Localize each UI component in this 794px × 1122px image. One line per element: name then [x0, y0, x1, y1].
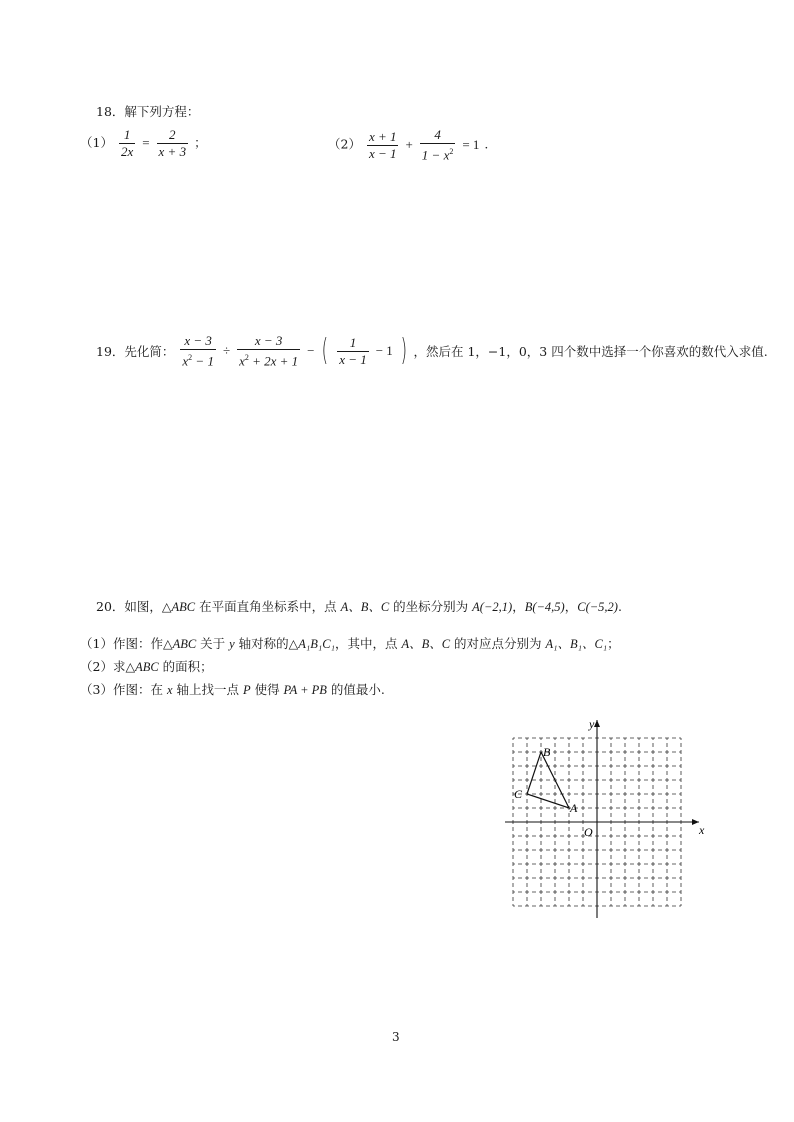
- q19-f1-den-exp: 2: [188, 353, 193, 362]
- q20-s3-p: P: [242, 683, 251, 697]
- q20-s3-expr: PA + PB: [283, 683, 327, 697]
- q20-l1-c: 的坐标分别为: [389, 599, 473, 614]
- q20-s3-a: （3）作图：在: [80, 682, 167, 697]
- q18-p1-right-den: x + 3: [158, 144, 187, 159]
- q20-s1-f: A₁、B₁、C₁: [545, 637, 608, 651]
- q19-f2-den-exp: 2: [244, 353, 249, 362]
- q18-p2-rhs: = 1: [462, 136, 480, 152]
- q20-s1-a: （1）作图：作△: [80, 636, 173, 651]
- q19-f1-den: [180, 350, 216, 369]
- axes-layer: [505, 720, 699, 918]
- q18-p2-b-fraction: [420, 127, 456, 163]
- q19-f3-num: 1: [337, 335, 369, 352]
- q19-f3: [337, 335, 369, 368]
- q19-f1-den-base: x: [182, 353, 189, 369]
- q20-l1-abc: ABC: [171, 600, 196, 614]
- q20-s2-b: 的面积；: [158, 659, 213, 674]
- q18-part1: [80, 127, 207, 160]
- q18-p1-left-den: 2x: [120, 144, 134, 159]
- point-c-label: C: [514, 787, 523, 801]
- q18-p2-a-num: x + 1: [368, 128, 397, 144]
- q20-point-a: A(−2,1): [472, 600, 513, 614]
- q19-f2-den: [237, 350, 300, 369]
- q20-s1-pts: A、B、C: [401, 637, 451, 651]
- q20-s1-abc: ABC: [172, 637, 197, 651]
- q20-s1-b: 关于: [196, 636, 230, 651]
- q20-s1-d: ，其中，点: [334, 636, 402, 651]
- q19-lparen: (: [322, 333, 329, 369]
- q18-part1-label: （1）: [80, 135, 113, 150]
- q19-f1-den-rest: − 1: [192, 353, 214, 369]
- q18-p2-a-fraction: [367, 129, 399, 162]
- coordinate-grid-figure: [495, 710, 715, 930]
- q19-f3-den: x − 1: [339, 351, 367, 367]
- point-b-label: B: [543, 745, 551, 759]
- q18-part2-label: （2）: [328, 136, 361, 152]
- q19-f1-num: x − 3: [180, 333, 216, 350]
- q20-sub2: [80, 657, 213, 675]
- q18-part2: [328, 127, 488, 163]
- origin-label: O: [584, 825, 593, 839]
- point-a-label: A: [570, 801, 578, 815]
- q19-inner-rest: − 1: [375, 342, 393, 358]
- q18-p1-eq: =: [142, 135, 150, 150]
- q20-s1-tri: A₁B₁C₁: [298, 637, 335, 651]
- x-axis-label: x: [699, 823, 705, 837]
- q18-p2-b-den-base: 1 − x: [421, 147, 450, 163]
- q20-point-b: B(−4,5): [524, 600, 565, 614]
- q20-s2-abc: ABC: [135, 660, 159, 674]
- q20-sub3: [80, 680, 385, 698]
- q19-f1: [180, 333, 216, 369]
- q18-p2-b-den: [420, 144, 456, 163]
- q20-s1-g: ；: [607, 636, 620, 651]
- q18-p2-b-den-exp: 2: [449, 147, 454, 156]
- q20-s1-e: 的对应点分别为: [450, 636, 546, 651]
- q20-l1-b: 在平面直角坐标系中，点: [195, 599, 341, 614]
- q20-point-c: C(−5,2): [577, 600, 618, 614]
- q20-s3-b: 轴上找一点: [172, 682, 243, 697]
- q20-s2-a: （2）求△: [80, 659, 136, 674]
- q19-f2: [237, 333, 300, 369]
- q18-p1-left-fraction: [119, 127, 135, 160]
- q20-line1: [96, 597, 622, 615]
- q20-s1-c: 轴对称的△: [234, 636, 299, 651]
- y-axis-arrow: [594, 720, 600, 727]
- q19-f2-den-base: x: [239, 353, 245, 369]
- q19-div: ÷: [222, 342, 231, 358]
- q20-s3-x: x: [166, 683, 173, 697]
- q19-f2-num: x − 3: [237, 333, 300, 350]
- q19-minus: −: [307, 342, 315, 358]
- q20-sep-1: ，: [512, 599, 525, 614]
- q19-rparen: ): [400, 333, 407, 369]
- q18-p1-end: ；: [194, 135, 207, 150]
- q20-s3-c: 使得: [250, 682, 284, 697]
- q20-s1-y: y: [229, 637, 235, 651]
- q18-p2-end: .: [484, 136, 489, 152]
- x-axis-arrow: [692, 819, 699, 825]
- q19-line: [96, 333, 768, 369]
- q20-period: .: [617, 599, 622, 614]
- q18-p1-left-num: 1: [119, 127, 135, 144]
- q20-l1-pts: A、B、C: [340, 600, 390, 614]
- q18-p2-a-den: x − 1: [368, 145, 397, 161]
- q20-sep-2: ，: [564, 599, 578, 614]
- q19-label: 19．先化简：: [96, 344, 175, 360]
- page-number: 3: [392, 1030, 400, 1044]
- q20-l1-a: 20．如图，△: [96, 599, 172, 614]
- q20-s3-d: 的值最小.: [326, 682, 385, 697]
- y-axis-label: y: [589, 717, 595, 731]
- q18-p1-right-num: 2: [157, 127, 189, 144]
- q19-tail: ，然后在 1，−1，0，3 四个数中选择一个你喜欢的数代入求值.: [413, 344, 768, 360]
- q20-sub1: [80, 634, 620, 652]
- q18-p1-right-fraction: [157, 127, 189, 160]
- q18-p2-b-num: 4: [420, 127, 456, 144]
- q18-title: 18．解下列方程：: [96, 104, 200, 119]
- q18-p2-plus: +: [405, 136, 413, 152]
- q19-f2-den-rest: + 2x + 1: [248, 353, 299, 369]
